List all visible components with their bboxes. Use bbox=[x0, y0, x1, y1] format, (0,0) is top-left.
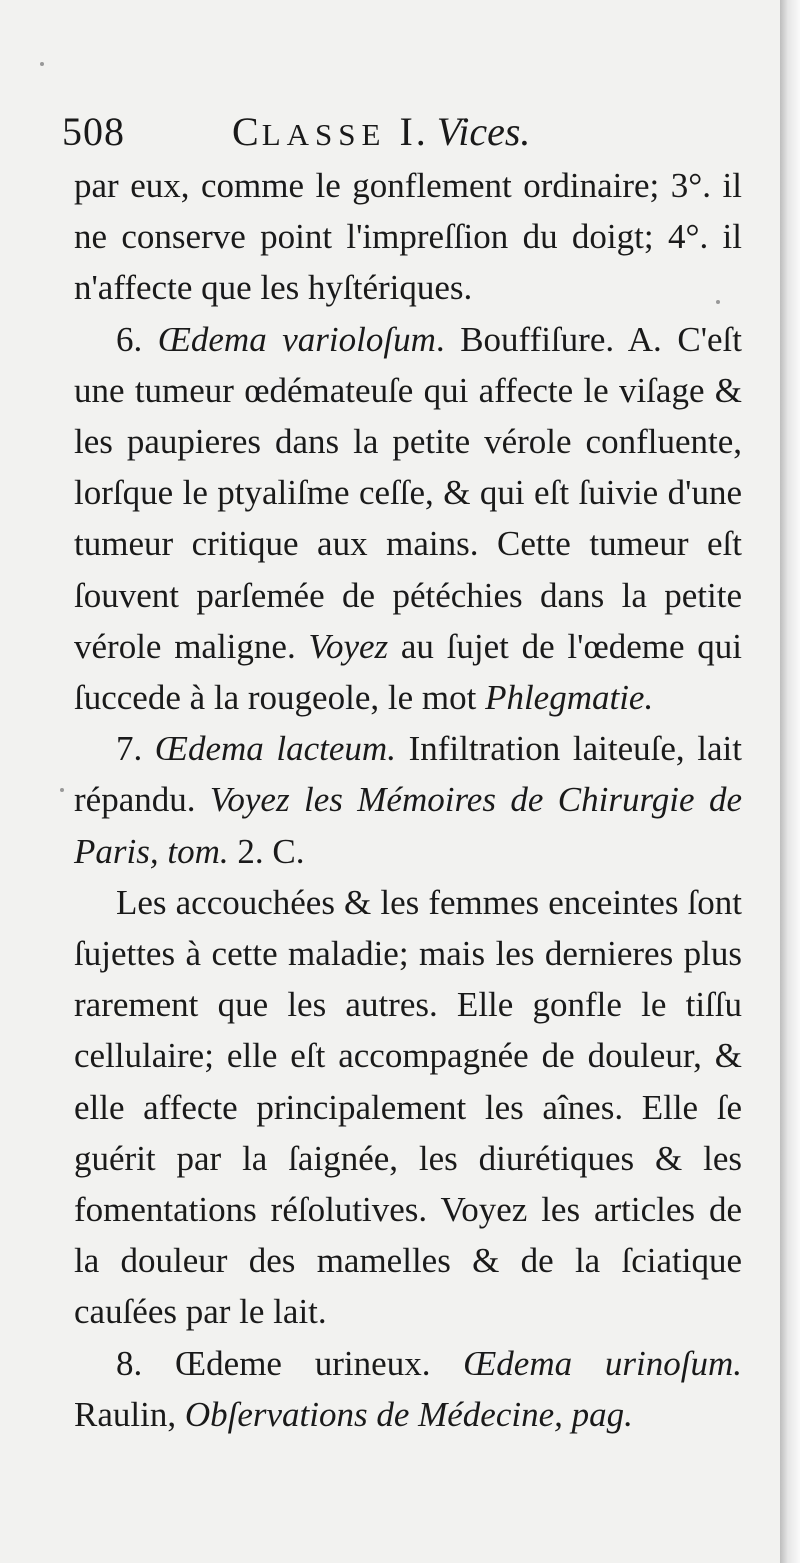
class-rest: LASSE bbox=[261, 117, 387, 152]
text-run: 6. bbox=[116, 319, 158, 359]
text-run: Les accouchées & les femmes enceintes ſont ſujettes à cette maladie; mais les dernieres plus rarement que les autres. Elle gonfle le tiſſu cellulaire; elle eſt accompagnée de douleur, & elle affecte principalement les aînes. Elle ſe guérit par la ſaignée, les diurétiques & les fomentations réſolutives. Voyez les articles de la douleur des mamelles & de la ſciatique cauſées par le lait. bbox=[74, 882, 742, 1332]
italic-text: Phlegmatie. bbox=[485, 678, 654, 718]
body-text bbox=[74, 160, 742, 1440]
italic-text: Obſervations de Médecine, pag. bbox=[184, 1394, 633, 1434]
paper-speck bbox=[40, 62, 44, 66]
paper-speck bbox=[716, 300, 720, 304]
paragraph-p-6 bbox=[74, 314, 742, 724]
italic-text: Œdema lacteum. bbox=[154, 729, 396, 769]
text-run: Raulin, bbox=[74, 1394, 185, 1434]
paragraph-p-continuation bbox=[74, 160, 742, 314]
italic-text: Voyez bbox=[308, 626, 389, 666]
italic-text: Voyez les Mémoires de Chirurgie de Paris, tom. bbox=[74, 780, 742, 871]
italic-text: Œdema varioloſum bbox=[157, 319, 436, 359]
text-run: . Bouffiſure. A. C'eſt une tumeur œdémateuſe qui affecte le viſage & les paupieres dans la petite vérole confluente, lorſque le ptyaliſme ceſſe, & qui eſt ſuivie d'une tumeur critique aux mains. Cette tumeur eſt ſouvent parſemée de pétéchies dans la petite vérole maligne. bbox=[74, 319, 743, 666]
paragraph-p-7 bbox=[74, 723, 742, 877]
text-run: par eux, comme le gonflement ordinaire; 3°. il ne conserve point l'impreſſion du doigt; 4°. il n'affecte que les hyſtériques. bbox=[74, 166, 742, 308]
paper-speck bbox=[60, 788, 64, 792]
text-run: Infiltration laiteuſe, lait répandu. bbox=[74, 729, 742, 820]
paragraph-p-7-cont bbox=[74, 877, 742, 1338]
text-run: 7. bbox=[116, 729, 155, 769]
italic-text: Œdema urinoſum. bbox=[463, 1343, 742, 1383]
running-title bbox=[232, 102, 530, 165]
text-run: 2. C. bbox=[228, 831, 305, 871]
paragraph-p-8 bbox=[74, 1338, 742, 1440]
running-header bbox=[62, 102, 762, 162]
page-number: 508 bbox=[62, 109, 125, 154]
section-title: Vices. bbox=[436, 109, 531, 154]
class-numeral: I. bbox=[399, 109, 429, 154]
page-gutter bbox=[780, 0, 800, 1563]
text-run: 8. Œdeme urineux. bbox=[116, 1343, 464, 1383]
class-initial: C bbox=[232, 109, 262, 154]
text-run: au ſujet de l'œdeme qui ſuccede à la rougeole, le mot bbox=[74, 626, 742, 718]
